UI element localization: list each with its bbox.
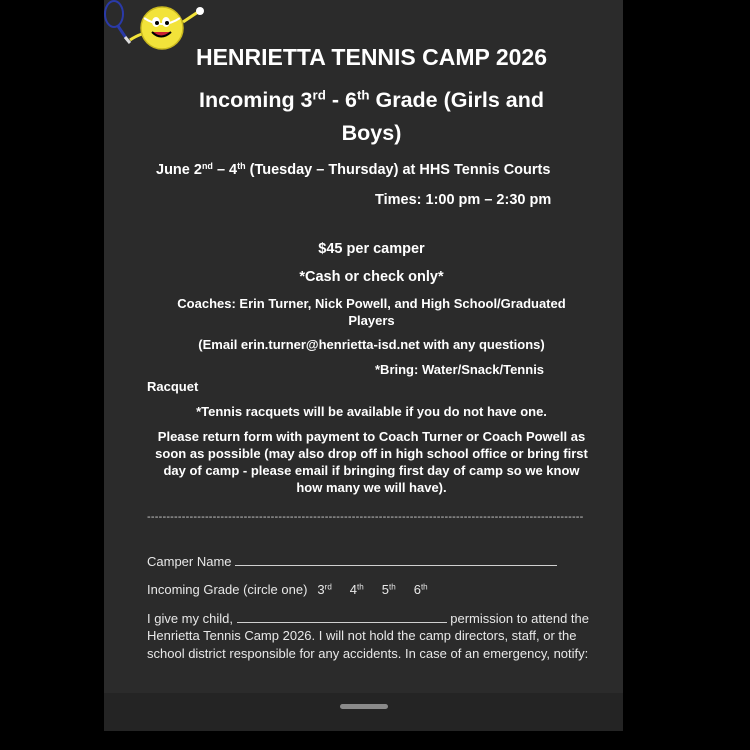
phone-screen	[104, 0, 623, 731]
racquets-note: *Tennis racquets will be available if you do not have one.	[196, 404, 547, 419]
cut-line-divider: -----------------------------------------------------------------------------------------------------------------	[147, 511, 584, 523]
permission-line1: I give my child, permission to attend the	[147, 611, 589, 626]
child-name-blank	[237, 610, 447, 623]
tennis-ball-mascot-icon	[104, 0, 214, 50]
grade-label: Incoming Grade (circle one)	[147, 582, 308, 597]
camper-name-blank	[235, 553, 557, 566]
return-line4: how many we will have).	[296, 480, 447, 495]
grade-option-6: 6th	[413, 582, 428, 597]
home-indicator[interactable]	[340, 704, 388, 709]
grade-option-5: 5th	[381, 582, 396, 597]
flyer-title: HENRIETTA TENNIS CAMP 2026	[195, 44, 548, 70]
payment-note: *Cash or check only*	[299, 269, 444, 285]
grade-option-4: 4th	[349, 582, 364, 597]
email-note: (Email erin.turner@henrietta-isd.net with any questions)	[198, 337, 545, 352]
camp-times: Times: 1:00 pm – 2:30 pm	[375, 192, 552, 208]
return-line2: soon as possible (may also drop off in high school office or bring first	[155, 446, 588, 461]
grade-selection	[147, 582, 428, 597]
camp-dates: June 2nd – 4th (Tuesday – Thursday) at HHS Tennis Courts	[156, 161, 551, 178]
grade-heading-line2: Boys)	[341, 121, 402, 145]
permission-line3: school district responsible for any accidents. In case of an emergency, notify:	[147, 646, 589, 661]
coaches-line2: Players	[348, 313, 395, 328]
bring-line2: Racquet	[147, 379, 199, 394]
return-line1: Please return form with payment to Coach Turner or Coach Powell as	[157, 429, 586, 444]
return-line3: day of camp - please email if bringing first day of camp so we know	[163, 463, 580, 478]
home-area	[104, 693, 623, 731]
camper-name-label: Camper Name	[147, 554, 232, 569]
permission-line2: Henrietta Tennis Camp 2026. I will not hold the camp directors, staff, or the	[147, 628, 577, 643]
camper-name-field	[147, 553, 557, 569]
coaches-line1: Coaches: Erin Turner, Nick Powell, and High School/Graduated	[177, 296, 566, 311]
bring-line1: *Bring: Water/Snack/Tennis	[375, 362, 545, 377]
grade-option-3: 3rd	[317, 582, 332, 597]
camp-price: $45 per camper	[318, 241, 425, 257]
grade-heading: Incoming 3rd - 6th Grade (Girls and	[199, 87, 544, 112]
